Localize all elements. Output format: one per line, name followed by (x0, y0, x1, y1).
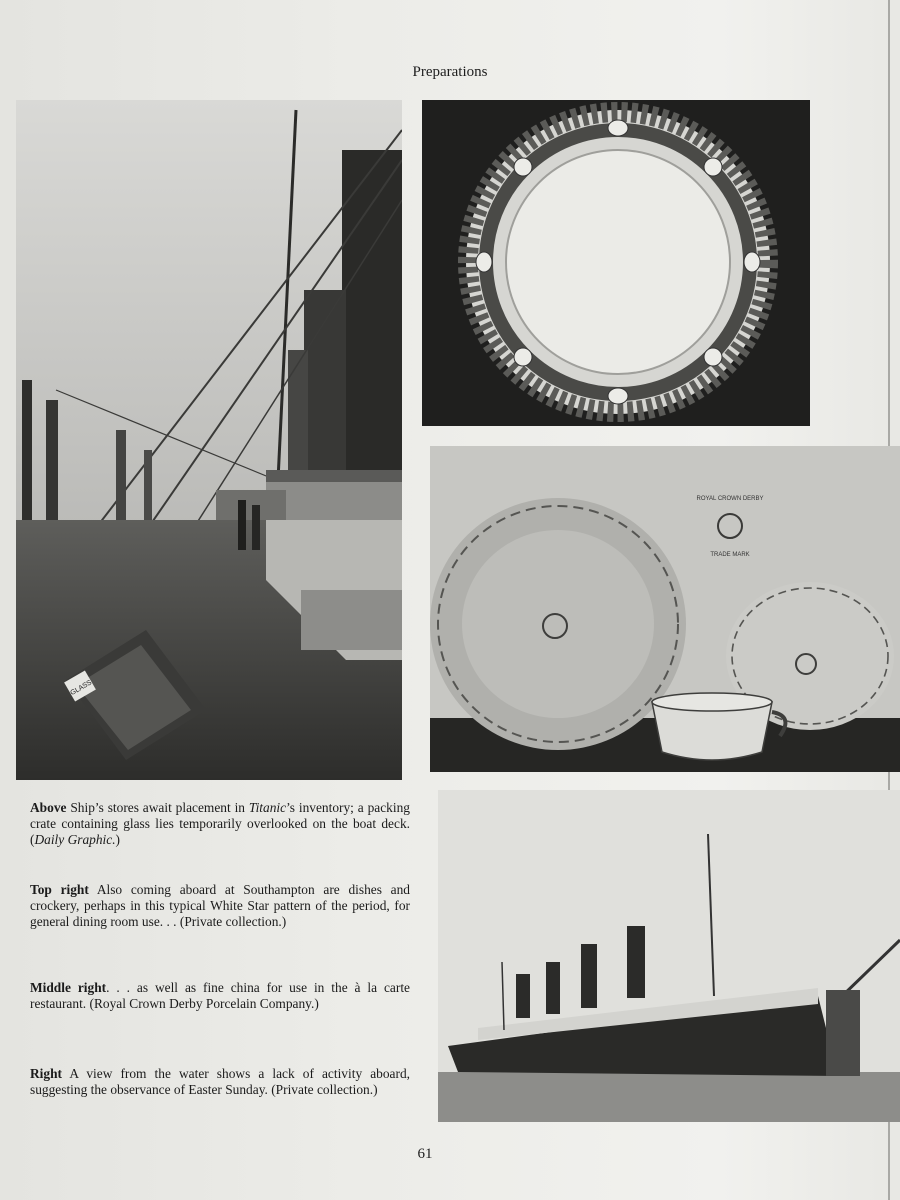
caption-top-right (30, 882, 410, 931)
running-head: Preparations (412, 64, 488, 80)
caption-right (30, 1066, 410, 1098)
crate-label: GLASS (69, 679, 94, 698)
caption-text: A view from the water shows a lack of activity aboard, suggesting the observance of Easter Sunday. (Private collection.) (30, 1066, 410, 1098)
caption-text: Also coming aboard at Southampton are dishes and crockery, perhaps in this typical White Star pattern of the period, for general dining room use. . . (Private collection.) (30, 882, 410, 930)
caption-above (30, 800, 410, 849)
photo-fine-china (430, 446, 900, 772)
caption-text: Ship’s stores await placement in (66, 800, 249, 815)
caption-lead: Middle right (30, 980, 107, 995)
caption-text: ) (115, 832, 121, 848)
backstamp-name: ROYAL CROWN DERBY (696, 496, 764, 502)
photo-ship-stores-on-deck (16, 100, 402, 780)
caption-text: . . . as well as fine china for use in the à la carte restaurant. (Royal Crown Derby Porcelain Company.) (30, 980, 411, 1012)
caption-lead: Right (30, 1066, 62, 1081)
caption-italic: Titanic (248, 800, 287, 815)
caption-text: ’s inventory; a packing crate containing glass lies temporarily overlooked on the boat deck. ( (30, 800, 410, 848)
backstamp-trademark: TRADE MARK (710, 552, 750, 558)
caption-lead: Above (30, 800, 67, 815)
caption-lead: Top right (30, 882, 89, 897)
caption-middle-right (30, 980, 410, 1012)
photo-titanic-from-water (438, 790, 900, 1122)
page-number: 61 (417, 1146, 433, 1162)
photo-white-star-plate (422, 100, 810, 426)
caption-italic: Daily Graphic. (34, 832, 116, 848)
